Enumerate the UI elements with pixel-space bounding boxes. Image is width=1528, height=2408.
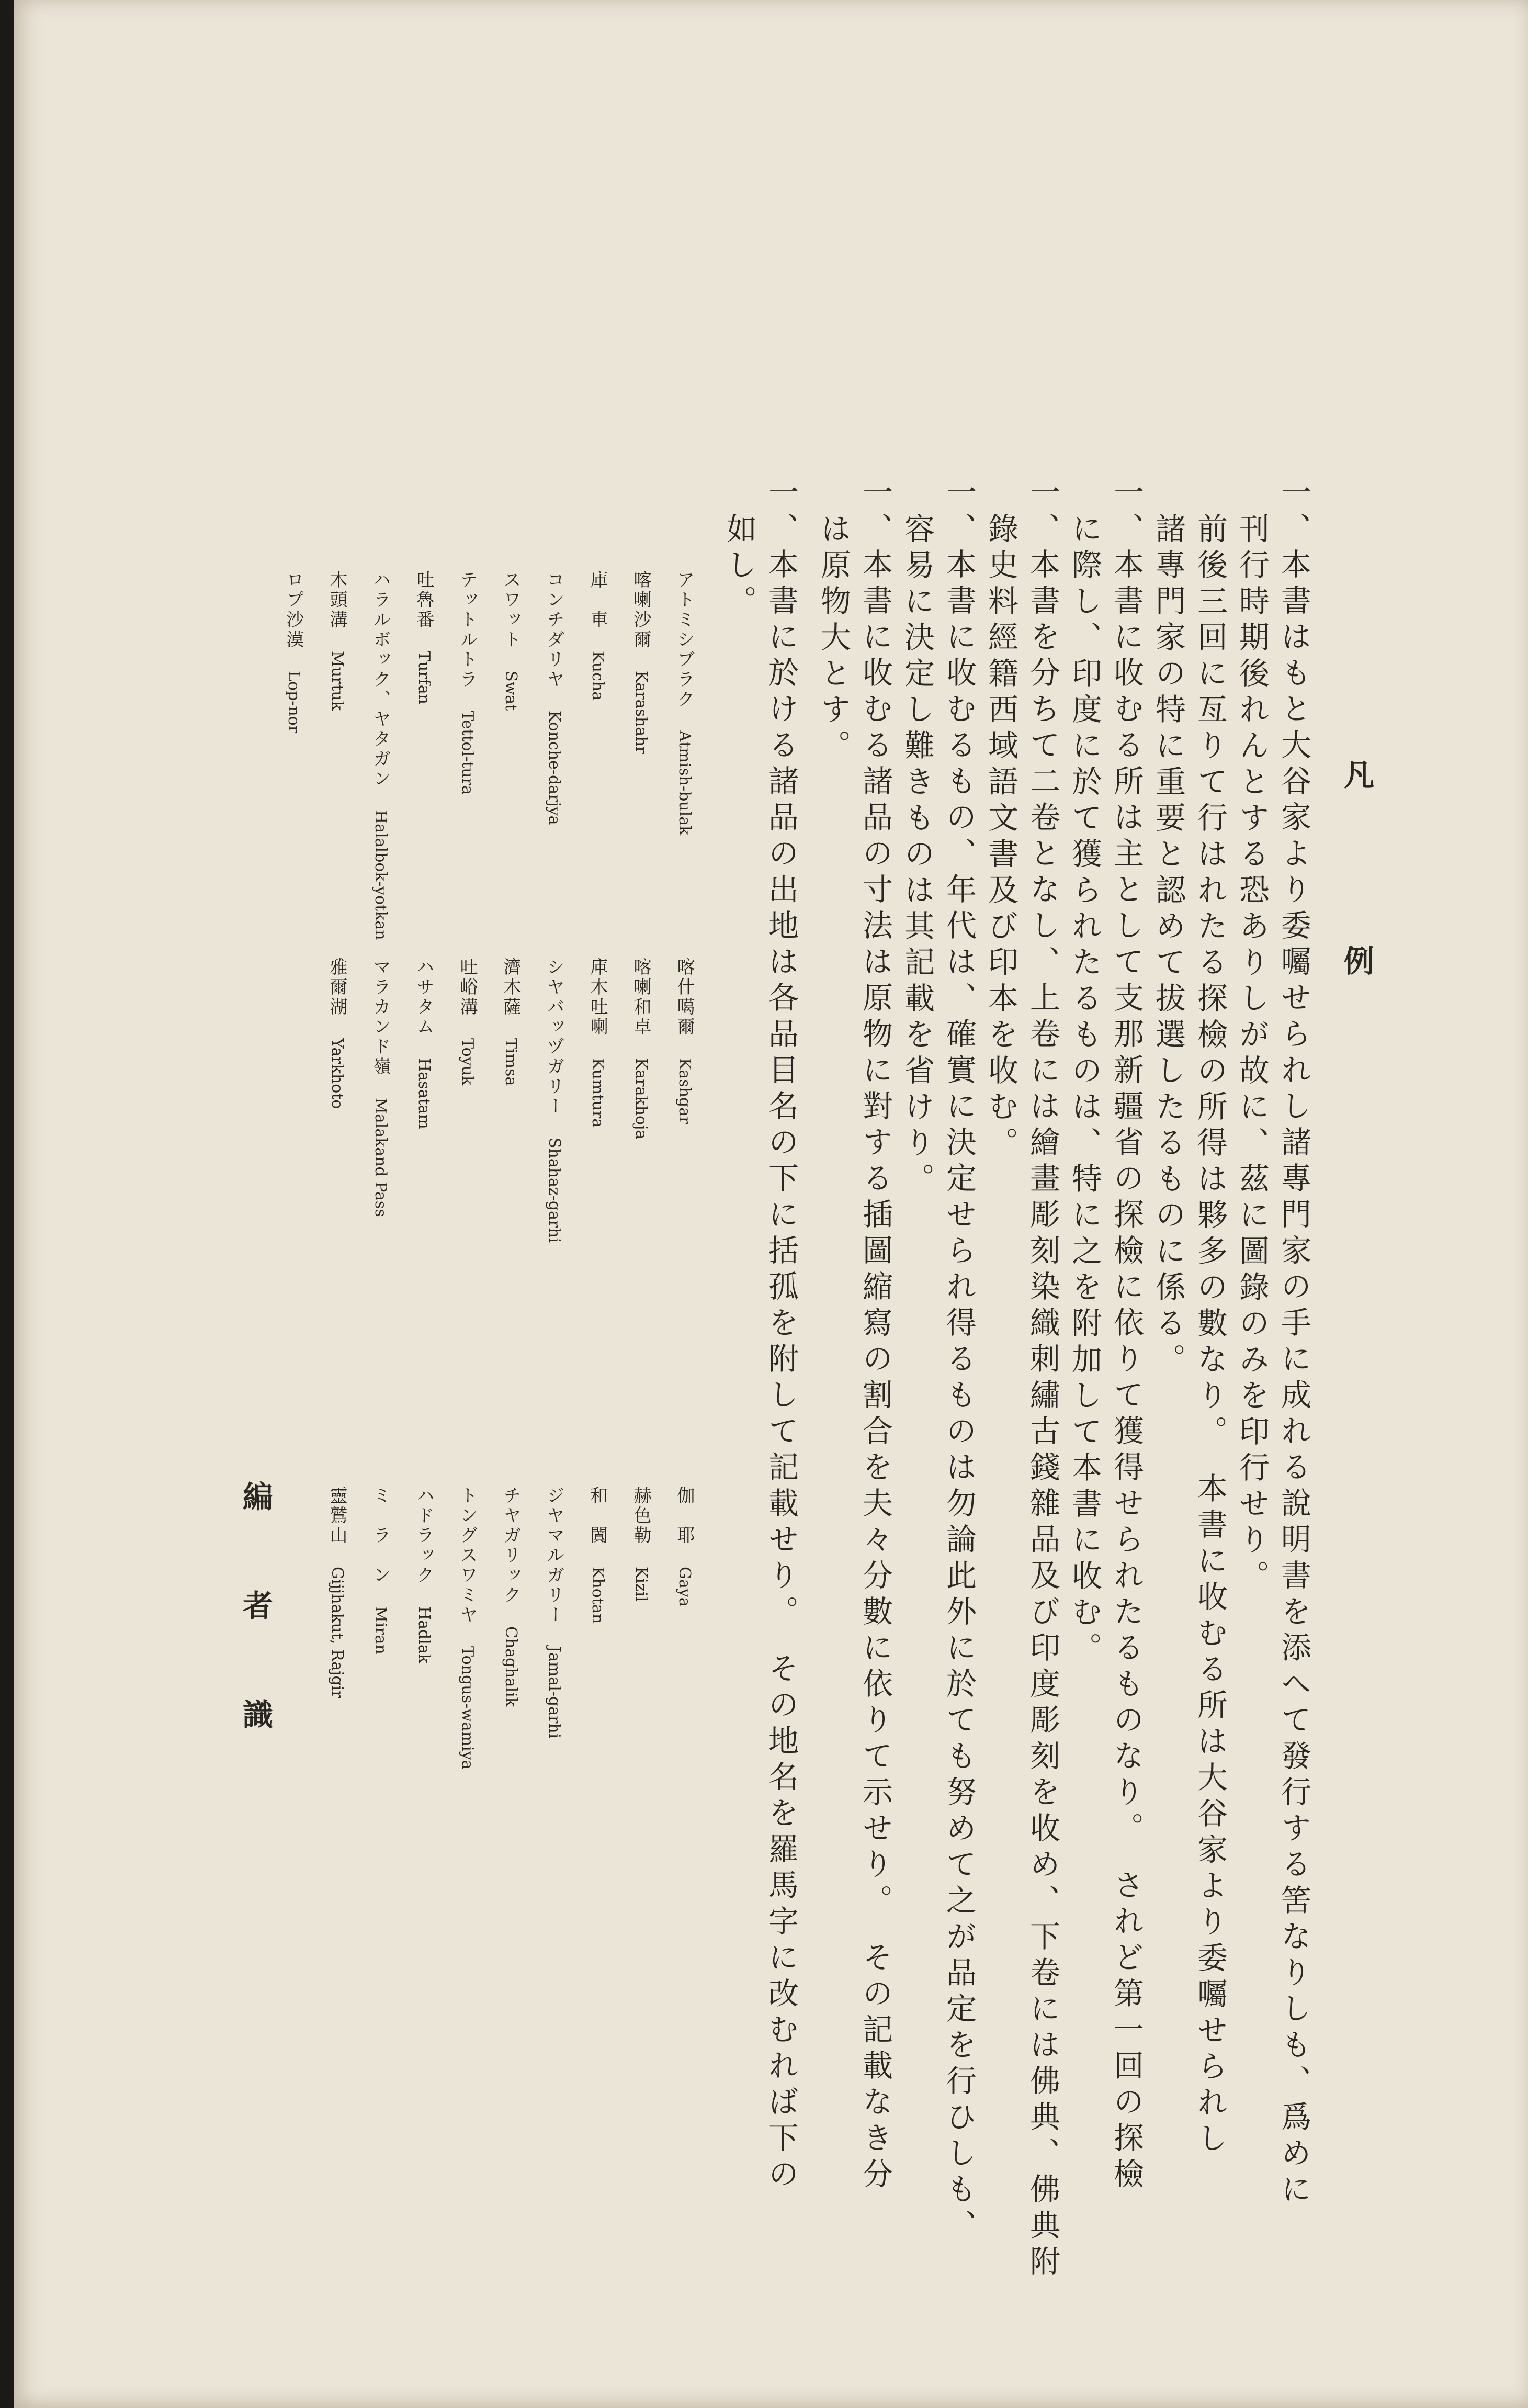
bullet-mark: 一、 — [763, 476, 799, 548]
paragraph-5-line-1 — [857, 476, 893, 2194]
paragraph-text: 本書はもと大谷家より委囑せられし諸專門家の手に成れる說明書を添へて發行する筈なりしも、爲めに — [1276, 548, 1311, 2209]
paragraph-text: 本書を分ちて二卷となし、上卷には繪畫彫刻染織刺繡古錢雜品及び印度彫刻を收め、下卷には佛典、佛典附 — [1025, 548, 1060, 2281]
paragraph-1-line-2: 刊行時期後れんとする恐ありしが故に、茲に圖錄のみを印行せり。 — [1234, 513, 1270, 1596]
place-name: 濟木薩Timsa — [500, 958, 521, 1086]
place-name: ハサタムHasatam — [413, 958, 434, 1129]
paragraph-3-line-1 — [1027, 476, 1058, 2281]
paragraph-2-line-1 — [1108, 476, 1144, 2194]
editor-signature: 編者識 — [237, 1481, 273, 1807]
place-name: テットルトラTettol-tura — [457, 570, 478, 795]
place-name: コンチダリヤKonche-darjya — [544, 570, 564, 825]
place-name: 伽 耶Gaya — [674, 1486, 695, 1607]
place-name: 和 闐Khotan — [587, 1486, 608, 1624]
paragraph-1-line-1 — [1278, 476, 1309, 2209]
place-name: ミ ラ ンMiran — [370, 1486, 391, 1655]
document-page — [14, 0, 1528, 2408]
paragraph-text: 本書に收むる所は主として支那新疆省の探檢に依りて獲得せられたるものなり。 されど第一回の探檢 — [1108, 548, 1144, 2194]
paragraph-1-line-4: 諸專門家の特に重要と認めて拔選したるものに係る。 — [1150, 513, 1186, 1379]
place-name: 庫 車Kucha — [587, 570, 608, 701]
bullet-mark: 一、 — [941, 476, 977, 548]
place-name: マラカンド嶺Malakand Pass — [370, 958, 391, 1217]
place-name: 喀什噶爾Kashgar — [674, 958, 695, 1124]
place-name: 喀喇沙爾Karashahr — [630, 570, 651, 754]
bullet-mark: 一、 — [1025, 476, 1060, 548]
paragraph-4-line-1 — [941, 476, 977, 2245]
place-name: 吐魯番Turfan — [413, 570, 434, 704]
paragraph-4-line-2: 容易に決定し難きものは其記載を省けり。 — [899, 513, 935, 1199]
place-name: スワットSwat — [500, 570, 521, 711]
place-name: 吐峪溝Toyuk — [457, 958, 478, 1086]
paragraph-1-line-3: 前後三回に亙りて行はれたる探檢の所得は夥多の數なり。 本書に收むる所は大谷家より委囑せられし — [1192, 513, 1228, 2158]
place-name: トングスワミヤTongus-wamiya — [457, 1486, 478, 1770]
place-name: アトミシブラクAtmish-bulak — [674, 570, 695, 836]
place-name: 庫木吐喇Kumtura — [587, 958, 608, 1128]
place-name: シヤバッヅガリーShahaz-garhi — [544, 958, 564, 1243]
bullet-mark: 一、 — [857, 476, 893, 548]
bullet-mark: 一、 — [1108, 476, 1144, 548]
paragraph-text: 本書に收むる諸品の寸法は原物に對する插圖縮寫の割合を夫々分數に依りて示せり。 その記載なき分 — [857, 548, 893, 2194]
place-name: 赫色勒Kizil — [630, 1486, 651, 1602]
place-name: ハラルボック、ヤタガンHalalbok-yotkan — [370, 570, 391, 940]
page-title: 凡 例 — [1339, 759, 1374, 1038]
paragraph-text: 本書に收むるもの、年代は、確實に決定せられ得るものは勿論此外に於ても努めて之が品定を行ひしも、 — [941, 548, 977, 2245]
bullet-mark: 一、 — [1276, 476, 1311, 548]
paragraph-2-line-2: に際し、印度に於て獲られたるものは、特に之を附加して本書に收む。 — [1067, 513, 1102, 1668]
place-name: 靈鷲山Gijjhakut, Rajgir — [326, 1486, 347, 1698]
paragraph-6-line-1 — [763, 476, 799, 2194]
place-name: ハドラックHadlak — [413, 1486, 434, 1663]
place-name: ジヤマルガリーJamal-garhi — [544, 1486, 564, 1739]
place-name: 木頭溝Murtuk — [326, 570, 347, 711]
place-name: チヤガリックChaghalik — [500, 1486, 521, 1707]
place-name: 雅爾湖Yarkhoto — [326, 958, 347, 1109]
paragraph-text: 本書に於ける諸品の出地は各品目名の下に括孤を附して記載せり。 その地名を羅馬字に改むれば下の — [763, 548, 799, 2194]
paragraph-5-line-2: は原物大とす。 — [816, 513, 851, 766]
paragraph-3-line-2: 錄史料經籍西域語文書及び印本を收む。 — [983, 513, 1018, 1163]
place-name: ロプ沙漠Lop-nor — [283, 570, 304, 734]
place-name: 喀喇和卓Karakhoja — [630, 958, 651, 1140]
paragraph-6-line-2: 如し。 — [721, 513, 757, 621]
